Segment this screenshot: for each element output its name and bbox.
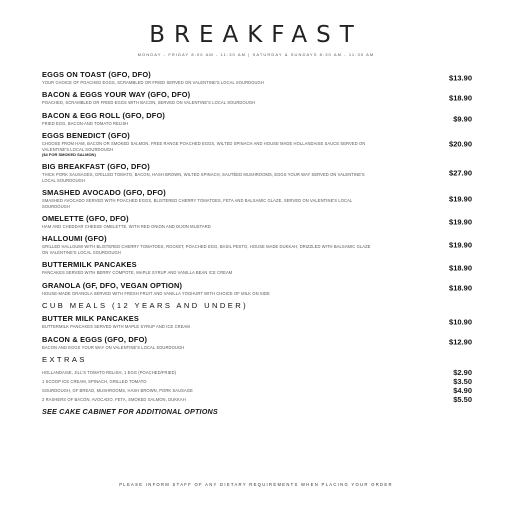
menu-title: BREAKFAST (149, 22, 363, 48)
opening-hours: MONDAY - FRIDAY 8:00 AM - 11:30 AM | SATURDAY & SUNDAYS 8:30 AM - 11:30 AM (137, 52, 375, 57)
menu-item-price: $19.90 (449, 240, 472, 250)
extra-item-price: $4.90 (453, 385, 472, 395)
extras-heading: EXTRAS (42, 354, 87, 364)
extra-item-description: HOLLANDAISE, JILL'S TOMATO RELISH, 1 EGG (POACHED/FRIED) (42, 369, 177, 375)
menu-item (42, 111, 472, 126)
menu-item (42, 90, 472, 105)
extra-item-price: $2.90 (453, 367, 472, 377)
cub-meals-items (42, 314, 472, 350)
menu-item-price: $20.90 (449, 139, 472, 149)
menu-item-name: BACON & EGG ROLL (GFO, DFO) (42, 110, 166, 120)
dietary-footer: PLEASE INFORM STAFF OF ANY DIETARY REQUIREMENTS WHEN PLACING YOUR ORDER (119, 482, 393, 487)
menu-item (42, 281, 472, 296)
menu-item-description: THICK PORK SAUSAGES, GRILLED TOMATO, BACON, HASH BROWN, WILTED SPINACH, SAUTÉED MUSHROOMS, EGGS YOUR WAY SERVED ON VALENTINE'S LOCAL SOURDOUGH (42, 172, 365, 183)
menu-item-name: OMELETTE (GFO, DFO) (42, 214, 129, 224)
menu-item-price: $19.90 (449, 194, 472, 204)
extras-list (42, 368, 472, 404)
menu-item-name: BUTTER MILK PANCAKES (42, 314, 140, 324)
menu-item-description: POACHED, SCRAMBLED OR FRIED EGGS WITH BACON, SERVED ON VALENTINE'S LOCAL SOURDOUGH (42, 100, 256, 106)
menu-item-name: BACON & EGGS (GFO, DFO) (42, 334, 148, 344)
menu-item-name: GRANOLA (GF, DFO, VEGAN OPTION) (42, 280, 183, 290)
menu-item-description: HAM AND CHEDDAR CHEESE OMELETTE, WITH RED ONION AND DIJON MUSTARD (42, 224, 211, 230)
menu-item-price: $12.90 (449, 337, 472, 347)
menu-item (42, 260, 472, 275)
menu-item (42, 70, 472, 85)
menu-item (42, 188, 472, 209)
menu-item-name: BACON & EGGS YOUR WAY (GFO, DFO) (42, 90, 191, 100)
menu-item-price: $18.90 (449, 263, 472, 273)
menu-item-name: EGGS ON TOAST (GFO, DFO) (42, 70, 151, 79)
menu-item-name: BIG BREAKFAST (GFO, DFO) (42, 162, 150, 172)
cake-cabinet-note: SEE CAKE CABINET FOR ADDITIONAL OPTIONS (42, 406, 218, 416)
menu-item-description: HOUSE-MADE GRANOLA SERVED WITH FRESH FRUIT AND VANILLA YOGHURT WITH CHOICE OF MILK ON SIDE (42, 290, 270, 296)
menu-item-price: $18.90 (449, 93, 472, 103)
menu-item-name: EGGS BENEDICT (GFO) (42, 131, 130, 141)
extra-item (42, 368, 472, 377)
menu-list (42, 70, 472, 416)
menu-item (42, 162, 472, 183)
extra-item-description: SOURDOUGH, GF BREAD, MUSHROOMS, HASH BROWN, PORK SAUSAGE (42, 387, 193, 393)
menu-item-note: ($4 FOR SMOKED SALMON) (42, 152, 96, 158)
extra-item-description: 1 SCOOP ICE CREAM, SPINACH, GRILLED TOMATO (42, 378, 147, 384)
menu-item (42, 131, 472, 157)
menu-item-name: BUTTERMILK PANCAKES (42, 260, 137, 270)
menu-item-price: $10.90 (449, 317, 472, 327)
menu-item-description: CHOOSE FROM HAM, BACON OR SMOKED SALMON, FREE RANGE POACHED EGGS, WILTED SPINACH AND HOUSE MADE HOLLANDAISE SAUCE SERVED ON VALENTINE'S LOCAL SOURDOUGH (42, 141, 366, 152)
menu-item-price: $27.90 (449, 168, 472, 178)
menu-item-description: BACON AND EGGS YOUR WAY ON VALENTINE'S LOCAL SOURDOUGH (42, 344, 185, 350)
menu-item (42, 214, 472, 229)
menu-item-price: $19.90 (449, 217, 472, 227)
cub-meals-heading: CUB MEALS (12 YEARS AND UNDER) (42, 301, 249, 311)
menu-item (42, 234, 472, 255)
menu-item (42, 314, 472, 329)
extra-item (42, 395, 472, 404)
extra-item-description: 2 RASHERS OF BACON, AVOCADO, FETA, SMOKED SALMON, DUKKAH (42, 396, 186, 402)
menu-item-description: BUTTERMILK PANCAKES SERVED WITH MAPLE SYRUP AND ICE CREAM (42, 324, 190, 330)
extra-item (42, 377, 472, 386)
breakfast-items (42, 70, 472, 296)
extra-item-price: $3.50 (453, 376, 472, 386)
extra-item (42, 386, 472, 395)
menu-item-description: PANCAKES SERVED WITH BERRY COMPOTE, MAPLE SYRUP AND VANILLA BEAN ICE CREAM (42, 270, 233, 276)
menu-item-description: GRILLED HALLOUMI WITH BLISTERED CHERRY TOMATOES, ROCKET, POACHED EGG, BASIL PESTO, HOUSE MADE DUKKAH, DRIZZLED WITH BALSAMIC GLAZE ON VALENTINE'S LOCAL SOURDOUGH (42, 244, 371, 255)
menu-item-description: SMASHED AVOCADO SERVED WITH POACHED EGGS, BLISTERED CHERRY TOMATOES, FETA AND BALSAMIC GLAZE, SERVED ON VALENTINE'S LOCAL SOURDOUGH (42, 198, 353, 209)
menu-item-description: YOUR CHOICE OF POACHED EGGS, SCRAMBLED OR FRIED SERVED ON VALENTINE'S LOCAL SOURDOUGH (42, 80, 264, 85)
menu-item-name: HALLOUMI (GFO) (42, 234, 107, 244)
menu-item-price: $18.90 (449, 283, 472, 293)
menu-item-name: SMASHED AVOCADO (GFO, DFO) (42, 188, 166, 198)
extra-item-price: $5.50 (453, 394, 472, 404)
menu-item-description: FRIED EGG, BACON AND TOMATO RELISH (42, 120, 129, 126)
menu-item (42, 335, 472, 350)
menu-item-price: $9.90 (453, 114, 472, 124)
menu-item-price: $13.90 (449, 73, 472, 83)
